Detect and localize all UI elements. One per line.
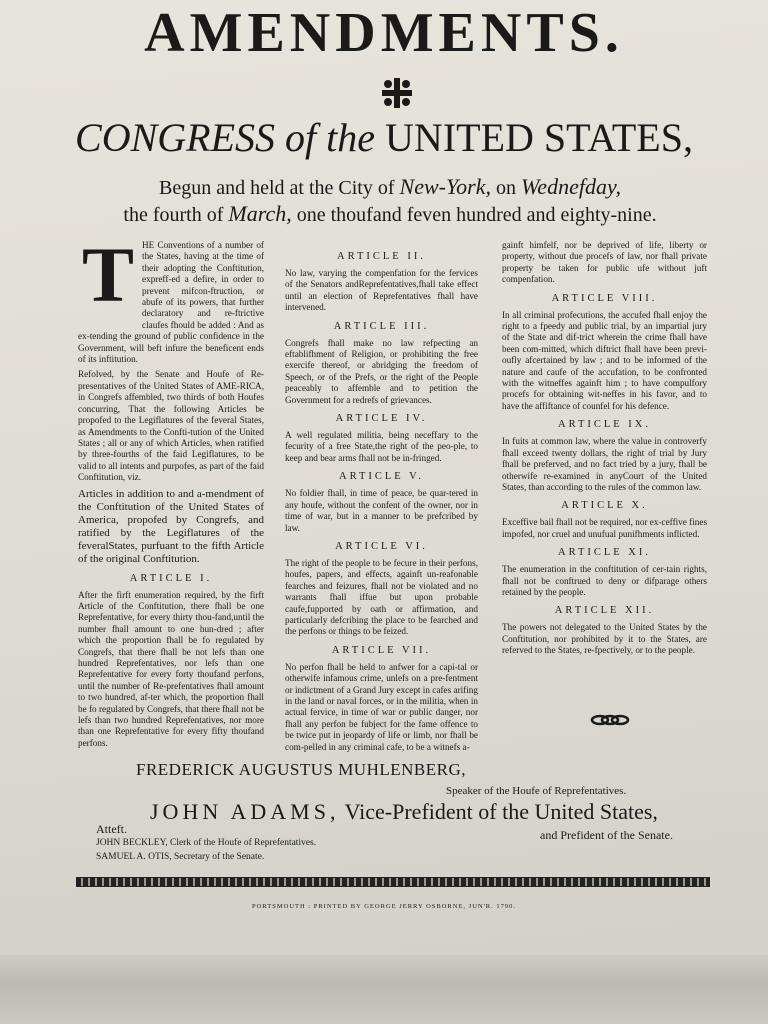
document-title: AMENDMENTS. xyxy=(144,2,624,64)
begun-text-2: on xyxy=(491,177,521,199)
article-heading: ARTICLE II. xyxy=(337,251,426,262)
speaker-role: Speaker of the Houfe of Reprefentatives. xyxy=(446,785,627,797)
article-text: The right of the people to be fecure in their perfons, houfes, papers, and effects, againft un-reafonable fearches and feizures, fhall not be violated and no warrants fhall iffue but upon probable caufe,fupported by oath or affirmation, and particularly defcribing the place to be fearched and the perfons or things to be feized. xyxy=(285,557,478,637)
printer-imprint: PORTSMOUTH : PRINTED BY GEORGE JERRY OSBORNE, JUN'R. 1790. xyxy=(252,903,516,910)
drop-cap: T xyxy=(82,231,135,318)
vice-president-role: Vice-Prefident of the United States, xyxy=(339,799,658,824)
article-heading: ARTICLE VII. xyxy=(331,644,432,656)
article-heading: ARTICLE V. xyxy=(339,471,424,483)
congress-name: UNITED STATES, xyxy=(385,115,693,160)
attest-label: Atteft. xyxy=(96,822,127,836)
article-heading: ARTICLE VI. xyxy=(335,540,428,552)
column-1 xyxy=(78,231,264,753)
congress-of: of xyxy=(285,115,317,160)
knot-ornament-icon xyxy=(590,713,630,727)
article-text: A well regulated militia, being neceffary to the fecurity of a free State,the right of the peo-ple, to keep and bear arms fhall not be in-fringed. xyxy=(285,430,478,463)
article-text: In fuits at common law, where the value in controverfy fhall exceed twenty dollars, the right of trial by Jury fhall be preferved, and no fact tried by a jury, fhall be otherwife re-examined in anyCourt of the United States, than according to the rules of the common law. xyxy=(502,436,707,492)
vice-president-line xyxy=(150,799,658,825)
begun-text-4: one thoufand feven hundred and eighty-nine. xyxy=(291,204,657,226)
article-text: No perfon fhall be held to anfwer for a capi-tal or otherwife infamous crime, unlefs on a pre-fentment or indictment of a Grand Jury except in cafes arifing in the land or naval forces, or in the militia, when in actual fervice, in time of war or public danger, nor fhall any perfon be fubject for the fame offence to be twice put in jeopardy of life or limb, nor fhall be com-pelled in any criminal cafe, to be a witnefs a- xyxy=(285,661,478,752)
article-text: Congrefs fhall make no law refpecting an eftablifhment of Religion, or prohibiting the free exercife thereof, or abridging the freedom of Speech, or of the Prefs, or the right of the People peaceably to affemble and to petition the Government for a redrefs of grievances. xyxy=(285,337,478,405)
article-text: After the firft enumeration required, by the firft Article of the Conftitution, there fhall be one Reprefentative, for every thirty thou-fand,until the number fhall amount to one hun-dred ; after which the proportion fhall be fo regulated by Congrefs, that there fhall be not lefs than one hundred Reprefentatives, nor lefs than one Reprefentative for every forty thoufand perfons, until the number of Re-prefentatives fhall amount to two hundred, af-ter which, the proportion fhall be fo regulated by Congrefs, that there fhall not be lefs than two hundred Reprefentatives, nor more than one Reprefentative for every fifty thoufand perfons. xyxy=(78,589,264,748)
begun-text-1: Begun and held at the City of xyxy=(159,177,400,199)
congress-heading xyxy=(0,114,768,162)
congress-word: CONGRESS xyxy=(75,115,276,160)
fleuron-ornament-icon xyxy=(380,76,414,110)
begun-day: Wednefday, xyxy=(521,174,621,199)
resolved-paragraph: Refolved, by the Senate and Houfe of Re-presentatives of the United States of AME-RICA, in Congrefs affembled, two thirds of both Houfes concurring, That the following Articles be propofed to the Legiflatures of the feveral States, as Amendments to the Confti-tution of the United States ; all or any of which Articles, when ratified by three-fourths of the faid Legiflatures, to be valid to all intents and purpofes, as part of the faid Conftitution, viz. xyxy=(78,369,264,483)
clerk-line: JOHN BECKLEY, Clerk of the Houfe of Reprefentatives. xyxy=(96,838,317,848)
article-text: Exceffive bail fhall not be required, nor ex-ceffive fines impofed, nor cruel and unufual punifhments inflicted. xyxy=(502,517,708,539)
decorative-rule xyxy=(76,877,710,887)
begun-month: March, xyxy=(228,201,292,226)
article-text: No law, varying the compenfation for the fervices of the Senators andReprefentatives,fhall take effect until an election of Reprefentatives fhall have intervened. xyxy=(285,268,478,313)
article-text: In all criminal profecutions, the accufed fhall enjoy the right to a fpeedy and public trial, by an impartial jury of the State and dif-trict wherein the crime fhall have been com-mitted, which diftrict fhall have been previ-oufly afcertained by law ; and to be informed of the nature and caufe of the accufation, to be confronted with the witneffes againft him ; to have compulfory procefs for obtaining wit-neffes in his favor, and to have the affiftance of counfel for his defence. xyxy=(502,309,707,411)
article-text: gainft himfelf, nor be deprived of life, liberty or property, without due procefs of law, nor fhall private property be taken for public ufe without juft compenfation. xyxy=(502,240,707,285)
article-heading: ARTICLE I. xyxy=(129,572,213,584)
article-heading: ARTICLE X. xyxy=(561,500,648,512)
vice-president-name: JOHN ADAMS, xyxy=(150,799,340,824)
article-text: No foldier fhall, in time of peace, be quar-tered in any houfe, without the confent of the owner, nor in time of war, but in a manner to be prefcribed by law. xyxy=(285,488,478,533)
in-addition-paragraph: Articles in addition to and a-mendment of the Conftitution of the United States of America, propofed by Congrefs, and ratified by the Legiflatures of the feveralStates, purfuant to the fifth Article of the original Conftitution. xyxy=(78,487,264,565)
column-3 xyxy=(502,240,707,661)
column-2 xyxy=(285,244,478,757)
article-heading: ARTICLE VIII. xyxy=(551,292,658,304)
article-heading: ARTICLE IX. xyxy=(557,419,652,431)
secretary-line: SAMUEL A. OTIS, Secretary of the Senate. xyxy=(96,852,265,862)
article-heading: ARTICLE III. xyxy=(333,320,430,332)
article-heading: ARTICLE XI. xyxy=(557,547,652,559)
article-heading: ARTICLE XII. xyxy=(554,605,655,617)
speaker-name: FREDERICK AUGUSTUS MUHLENBERG, xyxy=(136,760,466,779)
article-text: The powers not delegated to the United States by the Conftitution, nor prohibited by it to the States, are referved to the States, re-fpectively, or to the people. xyxy=(502,622,707,656)
congress-the: the xyxy=(326,115,376,160)
begun-city: New-York, xyxy=(399,174,491,199)
begun-text-3: the fourth of xyxy=(123,204,229,226)
article-heading: ARTICLE IV. xyxy=(335,413,428,425)
preamble: HE Conventions of a number of the States, having at the time of their adopting the Conftitution, expreff-ed a defire, in order to prevent mifcon-ftruction, or abufe of its powers, that further declaratory and re-ftrictive claufes fhould be added : And as ex-tending the ground of public confidence in the Government, will beft infure the beneficent ends of its inftitution. xyxy=(78,240,264,365)
article-text: The enumeration in the conftitution of cer-tain rights, fhall not be conftrued to deny or difparage others retained by the people. xyxy=(502,564,707,597)
senate-president-role: and Prefident of the Senate. xyxy=(540,828,673,842)
mounting-edge xyxy=(0,955,768,1024)
session-line xyxy=(60,174,720,228)
